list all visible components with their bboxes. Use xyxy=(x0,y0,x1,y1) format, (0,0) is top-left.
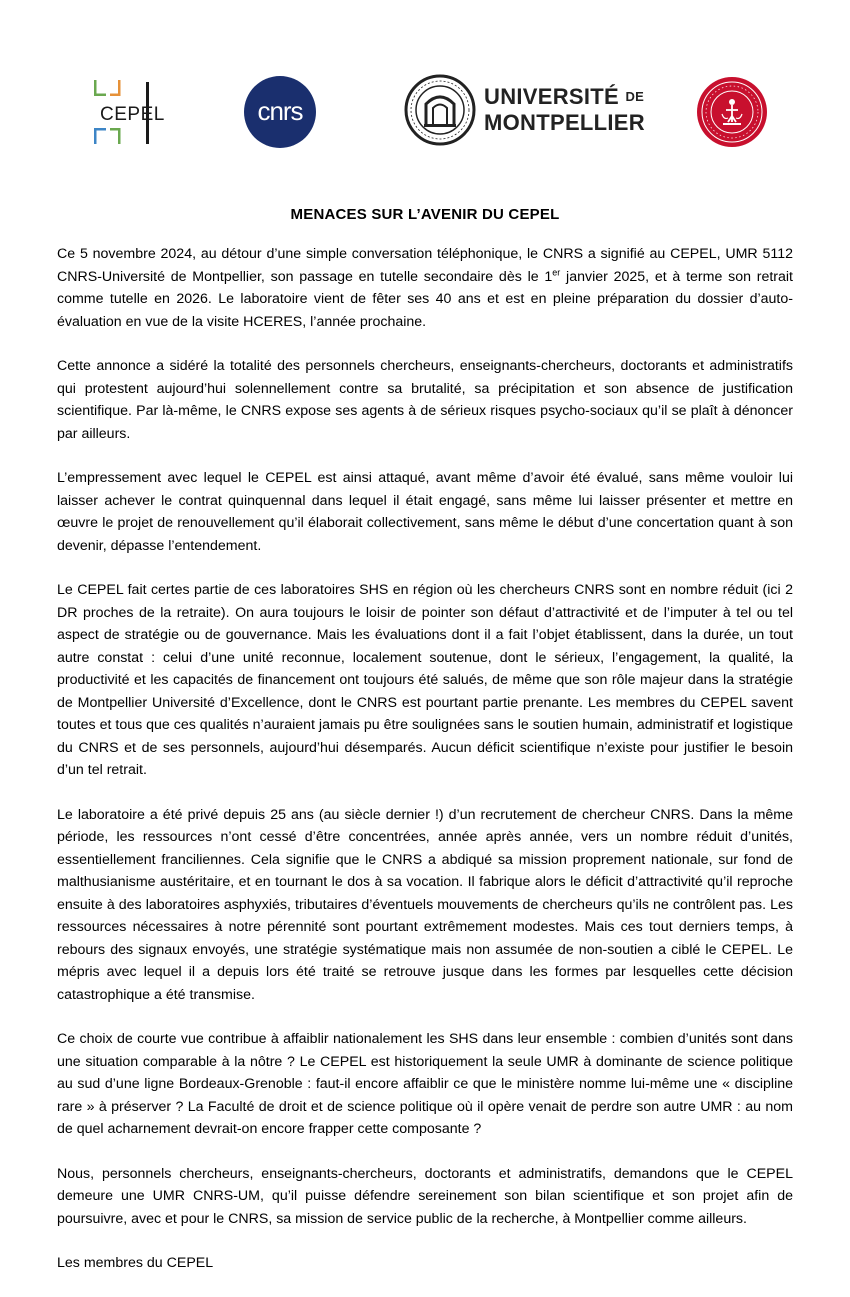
document-body xyxy=(57,243,793,1297)
paragraph-7: Nous, personnels chercheurs, enseignants-chercheurs, doctorants et administratifs, demandons que le CEPEL demeure une UMR CNRS-UM, qu’il puisse défendre sereinement son bilan scientifique et son projet afin de poursuivre, avec et pour le CNRS, sa mission de service public de la recherche, à Montpellier comme ailleurs. xyxy=(57,1165,793,1227)
um-line2: MONTPELLIER xyxy=(484,110,645,135)
cepel-logo xyxy=(88,78,165,150)
cnrs-logo-text: cnrs xyxy=(257,96,303,126)
paragraph-4: Le CEPEL fait certes partie de ces laboratoires SHS en région où les chercheurs CNRS sont en nombre réduit (ici 2 DR proches de la retraite). On aura toujours le loisir de pointer son défaut d’attractivité et de l’imputer à tel ou tel aspect de stratégie ou de gouvernance. Mais les évaluations dont il a fait l’objet établissent, dans la durée, un tout autre constat : celui d’une unité reconnue, localement soutenue, dont le sérieux, l’engagement, la qualité, la productivité et les capacités de financement ont toujours été salués, de même que son rôle majeur dans la stratégie de Montpellier Université d’Excellence, dont le CNRS est pourtant partie prenante. Les membres du CEPEL savent toutes et tous que ces qualités n’auraient jamais pu être soulignées sans le soutien humain, administratif et logistique du CNRS et de ses personnels, aujourd’hui désemparés. Aucun déficit scientifique n’existe pour justifier le besoin d’un tel retrait. xyxy=(57,582,793,778)
paragraph-3: L’empressement avec lequel le CEPEL est ainsi attaqué, avant même d’avoir été évalué, sans même vouloir lui laisser achever le contrat quinquennal dans lequel il était engagé, sans même lui laisser présenter et mettre en œuvre le projet de renouvellement qu’il élaborait collectivement, sans même le début d’une concertation quant à son devenir, dépasse l’entendement. xyxy=(57,470,793,554)
faculty-seal-logo xyxy=(696,76,768,148)
um-seal-icon xyxy=(404,74,476,146)
paragraph-1: Ce 5 novembre 2024, au détour d’une simple conversation téléphonique, le CNRS a signifié au CEPEL, UMR 5112 CNRS-Université de Montpellier, son passage en tutelle secondaire dès le 1er janvier 2025, et à terme son retrait comme tutelle en 2026. Le laboratoire vient de fêter ses 40 ans et est en pleine préparation du dossier d’auto-évaluation en vue de la visite HCERES, l’année prochaine. xyxy=(57,246,793,330)
um-logo-wordmark xyxy=(484,84,645,136)
um-seal-logo xyxy=(404,74,476,146)
paragraph-6: Ce choix de courte vue contribue à affaiblir nationalement les SHS dans leur ensemble : combien d’unités sont dans une situation comparable à la nôtre ? Le CEPEL est historiquement la seule UMR à dominante de science politique au sud d’une ligne Bordeaux-Grenoble : faut-il encore affaiblir ce que le ministère nomme lui-même une « discipline rare » à préserver ? La Faculté de droit et de science politique où il opère venait de perdre son autre UMR : au nom de quel acharnement devrait-on encore frapper cette composante ? xyxy=(57,1031,793,1137)
signature: Les membres du CEPEL xyxy=(57,1255,214,1271)
page-title: MENACES SUR L’AVENIR DU CEPEL xyxy=(290,206,560,223)
logo-header xyxy=(0,70,850,160)
paragraph-5: Le laboratoire a été privé depuis 25 ans (au siècle dernier !) d’un recrutement de chercheur CNRS. Dans la même période, les ressources n’ont cessé d’être concentrées, année après année, vers un nombre réduit d’unités, essentiellement franciliennes. Cela signifie que le CNRS a abdiqué sa mission proprement nationale, sur fond de malthusianisme austéritaire, et en tournant le dos à sa vocation. Il fabrique alors le déficit d’attractivité qu’il reproche ensuite à des laboratoires asphyxiés, tributaires d’éventuels mouvements de chercheurs qu’ils ne contrôlent pas. Les ressources nécessaires à notre pérennité sont pourtant extrêmement modestes. Mais ces tout derniers temps, à rebours des signaux envoyés, une stratégie systématique mais non assumée de non-soutien a ciblé le CEPEL. Le mépris avec lequel il a depuis lors été traité se retrouve jusque dans les formes par lesquelles cette décision catastrophique a été transmise. xyxy=(57,806,793,1003)
um-de: DE xyxy=(625,89,645,104)
cnrs-logo xyxy=(244,76,316,148)
paragraph-2: Cette annonce a sidéré la totalité des personnels chercheurs, enseignants-chercheurs, doctorants et administratifs qui protestent aujourd’hui solennellement contre sa brutalité, sa précipitation et son absence de justification scientifique. Par là-même, le CNRS expose ses agents à de sérieux risques psycho-sociaux qu’il se plaît à dénoncer par ailleurs. xyxy=(57,358,793,442)
cepel-logo-text: CEPEL xyxy=(100,104,165,125)
faculty-seal-icon xyxy=(696,76,768,148)
um-line1: UNIVERSITÉ xyxy=(484,84,620,109)
